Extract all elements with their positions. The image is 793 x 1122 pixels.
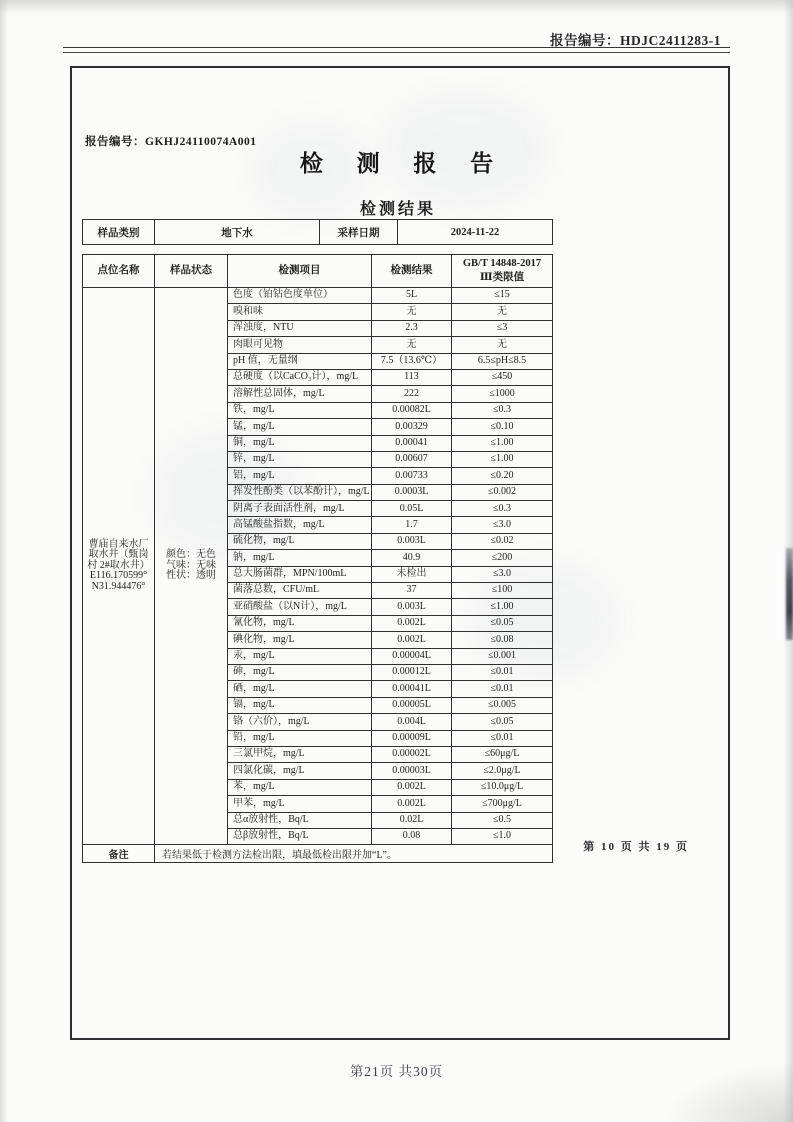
site-coordinate-n: N31.944476° [91, 580, 146, 592]
test-limit-value: ≤1000 [452, 386, 553, 402]
test-item-name: 肉眼可见物 [228, 337, 372, 353]
test-limit-value: ≤0.05 [452, 714, 553, 730]
remark-row [83, 845, 553, 863]
test-result-value: 0.004L [372, 714, 452, 730]
test-result-value: 0.00082L [372, 402, 452, 418]
test-item-name: 总β放射性，Bq/L [228, 828, 372, 844]
test-item-name: 总大肠菌群，MPN/100mL [228, 566, 372, 582]
test-result-value: 0.00003L [372, 763, 452, 779]
test-result-value: 0.00005L [372, 697, 452, 713]
result-row [83, 288, 553, 304]
sample-info-row [83, 220, 553, 245]
test-item-name: 总α放射性，Bq/L [228, 812, 372, 828]
remark-text: 若结果低于检测方法检出限，填最低检出限并加“L”。 [155, 845, 553, 863]
test-limit-value: ≤0.01 [452, 730, 553, 746]
limit-class-name: Ⅲ类限值 [479, 272, 525, 283]
test-limit-value: ≤0.005 [452, 697, 553, 713]
state-character: 性状：透明 [166, 570, 216, 582]
test-result-value: 0.00004L [372, 648, 452, 664]
scan-smudge-right-edge [786, 548, 793, 640]
state-color: 颜色：无色 [166, 549, 216, 561]
test-limit-value: ≤0.08 [452, 632, 553, 648]
test-item-name: 菌落总数，CFU/mL [228, 583, 372, 599]
test-limit-value: 无 [452, 337, 553, 353]
test-item-name: 亚硝酸盐（以N计），mg/L [228, 599, 372, 615]
test-limit-value: 无 [452, 304, 553, 320]
test-item-name: 浑浊度，NTU [228, 320, 372, 336]
site-cell [83, 288, 155, 845]
test-limit-value: ≤450 [452, 369, 553, 385]
sampling-date-label: 采样日期 [320, 220, 398, 245]
document-title: 检 测 报 告 [299, 151, 508, 176]
test-item-name: 氰化物，mg/L [228, 615, 372, 631]
test-limit-value: ≤1.00 [452, 435, 553, 451]
sampling-date-value: 2024-11-22 [398, 220, 553, 245]
test-result-value: 222 [372, 386, 452, 402]
scan-smudge-bottom-right [663, 1062, 793, 1122]
test-result-value: 113 [372, 369, 452, 385]
test-item-name: 铜，mg/L [228, 435, 372, 451]
test-limit-value: ≤0.002 [452, 484, 553, 500]
document-subtitle: 检测结果 [359, 201, 436, 218]
test-result-value: 2.3 [372, 320, 452, 336]
test-result-value: 0.003L [372, 533, 452, 549]
test-item-name: 三氯甲烷，mg/L [228, 746, 372, 762]
test-limit-value: ≤3 [452, 320, 553, 336]
test-item-name: 甲苯，mg/L [228, 796, 372, 812]
test-item-name: 钠，mg/L [228, 550, 372, 566]
test-limit-value: ≤0.5 [452, 812, 553, 828]
test-result-value: 0.00012L [372, 664, 452, 680]
test-result-value: 5L [372, 288, 452, 304]
scan-artifact-top [0, 0, 793, 14]
site-name: 曹庙自来水厂取水井（甄岗村 2#取水井） [87, 538, 150, 571]
test-limit-value: ≤0.001 [452, 648, 553, 664]
test-result-value: 0.00607 [372, 451, 452, 467]
test-item-name: 溶解性总固体，mg/L [228, 386, 372, 402]
test-item-name: 四氯化碳，mg/L [228, 763, 372, 779]
test-result-value: 无 [372, 304, 452, 320]
test-limit-value: ≤700μg/L [452, 796, 553, 812]
sample-category-value: 地下水 [155, 220, 320, 245]
test-result-value: 0.00041 [372, 435, 452, 451]
test-item-name: 嗅和味 [228, 304, 372, 320]
test-limit-value: ≤3.0 [452, 566, 553, 582]
test-item-name: 硒，mg/L [228, 681, 372, 697]
test-result-value: 0.00733 [372, 468, 452, 484]
sample-state-cell [155, 288, 228, 845]
test-limit-value: ≤2.0μg/L [452, 763, 553, 779]
col-header-limit [452, 255, 553, 288]
test-limit-value: ≤0.3 [452, 402, 553, 418]
test-result-value: 0.08 [372, 828, 452, 844]
test-item-name: 色度（铂钴色度单位） [228, 288, 372, 304]
test-limit-value: ≤1.00 [452, 599, 553, 615]
test-limit-value: ≤60μg/L [452, 746, 553, 762]
col-header-site: 点位名称 [83, 255, 155, 288]
test-item-name: 高锰酸盐指数，mg/L [228, 517, 372, 533]
test-result-value: 0.003L [372, 599, 452, 615]
test-result-value: 0.002L [372, 615, 452, 631]
test-result-value: 7.5（13.6℃） [372, 353, 452, 369]
test-result-value: 0.002L [372, 796, 452, 812]
test-result-value: 37 [372, 583, 452, 599]
test-result-value: 0.02L [372, 812, 452, 828]
test-item-name: 铅，mg/L [228, 730, 372, 746]
test-item-name: 碘化物，mg/L [228, 632, 372, 648]
test-result-value: 0.00002L [372, 746, 452, 762]
results-table [82, 254, 553, 863]
test-item-name: 锌，mg/L [228, 451, 372, 467]
test-result-value: 0.00041L [372, 681, 452, 697]
remark-label: 备注 [83, 845, 155, 863]
test-item-name: 铁，mg/L [228, 402, 372, 418]
test-limit-value: ≤3.0 [452, 517, 553, 533]
test-result-value: 40.9 [372, 550, 452, 566]
test-limit-value: ≤10.0μg/L [452, 779, 553, 795]
test-item-name: 砷，mg/L [228, 664, 372, 680]
test-limit-value: ≤1.00 [452, 451, 553, 467]
header-rule [63, 47, 730, 53]
test-limit-value: ≤0.20 [452, 468, 553, 484]
limit-standard-name: GB/T 14848-2017 [462, 258, 542, 270]
test-item-name: 硫化物，mg/L [228, 533, 372, 549]
test-result-value: 无 [372, 337, 452, 353]
state-odor: 气味：无味 [166, 559, 216, 571]
test-limit-value: ≤200 [452, 550, 553, 566]
test-result-value: 1.7 [372, 517, 452, 533]
sample-info-table [82, 219, 553, 245]
test-limit-value: ≤100 [452, 583, 553, 599]
remark-section [83, 845, 553, 863]
inner-page-number: 第 10 页 共 19 页 [583, 841, 689, 853]
test-limit-value: ≤0.05 [452, 615, 553, 631]
test-item-name: 阴离子表面活性剂，mg/L [228, 501, 372, 517]
test-item-name: 总硬度（以CaCO₃计），mg/L [228, 369, 372, 385]
test-limit-value: ≤0.01 [452, 664, 553, 680]
test-item-name: 挥发性酚类（以苯酚计），mg/L [228, 484, 372, 500]
inner-report-number: 报告编号：GKHJ24110074A001 [85, 136, 257, 148]
test-result-value: 0.002L [372, 779, 452, 795]
test-limit-value: ≤15 [452, 288, 553, 304]
sample-category-label: 样品类别 [83, 220, 155, 245]
test-limit-value: ≤0.02 [452, 533, 553, 549]
site-coordinate-e: E116.170599° [89, 570, 148, 582]
test-result-value: 0.002L [372, 632, 452, 648]
col-header-result: 检测结果 [372, 255, 452, 288]
results-table-body [83, 288, 553, 845]
test-item-name: 锰，mg/L [228, 419, 372, 435]
test-result-value: 0.05L [372, 501, 452, 517]
col-header-state: 样品状态 [155, 255, 228, 288]
test-limit-value: ≤0.01 [452, 681, 553, 697]
test-result-value: 未检出 [372, 566, 452, 582]
test-result-value: 0.00329 [372, 419, 452, 435]
test-item-name: 汞，mg/L [228, 648, 372, 664]
test-item-name: 铬（六价），mg/L [228, 714, 372, 730]
test-item-name: 镉，mg/L [228, 697, 372, 713]
test-limit-value: ≤0.10 [452, 419, 553, 435]
test-result-value: 0.0003L [372, 484, 452, 500]
page-header-report-number: 报告编号：HDJC2411283-1 [550, 33, 721, 48]
test-limit-value: ≤1.0 [452, 828, 553, 844]
test-item-name: pH 值，无量纲 [228, 353, 372, 369]
results-table-header [83, 255, 553, 288]
test-limit-value: 6.5≤pH≤8.5 [452, 353, 553, 369]
test-item-name: 铝，mg/L [228, 468, 372, 484]
outer-page-number: 第21页 共30页 [349, 1064, 444, 1079]
test-limit-value: ≤0.3 [452, 501, 553, 517]
test-result-value: 0.00009L [372, 730, 452, 746]
col-header-item: 检测项目 [228, 255, 372, 288]
test-item-name: 苯，mg/L [228, 779, 372, 795]
